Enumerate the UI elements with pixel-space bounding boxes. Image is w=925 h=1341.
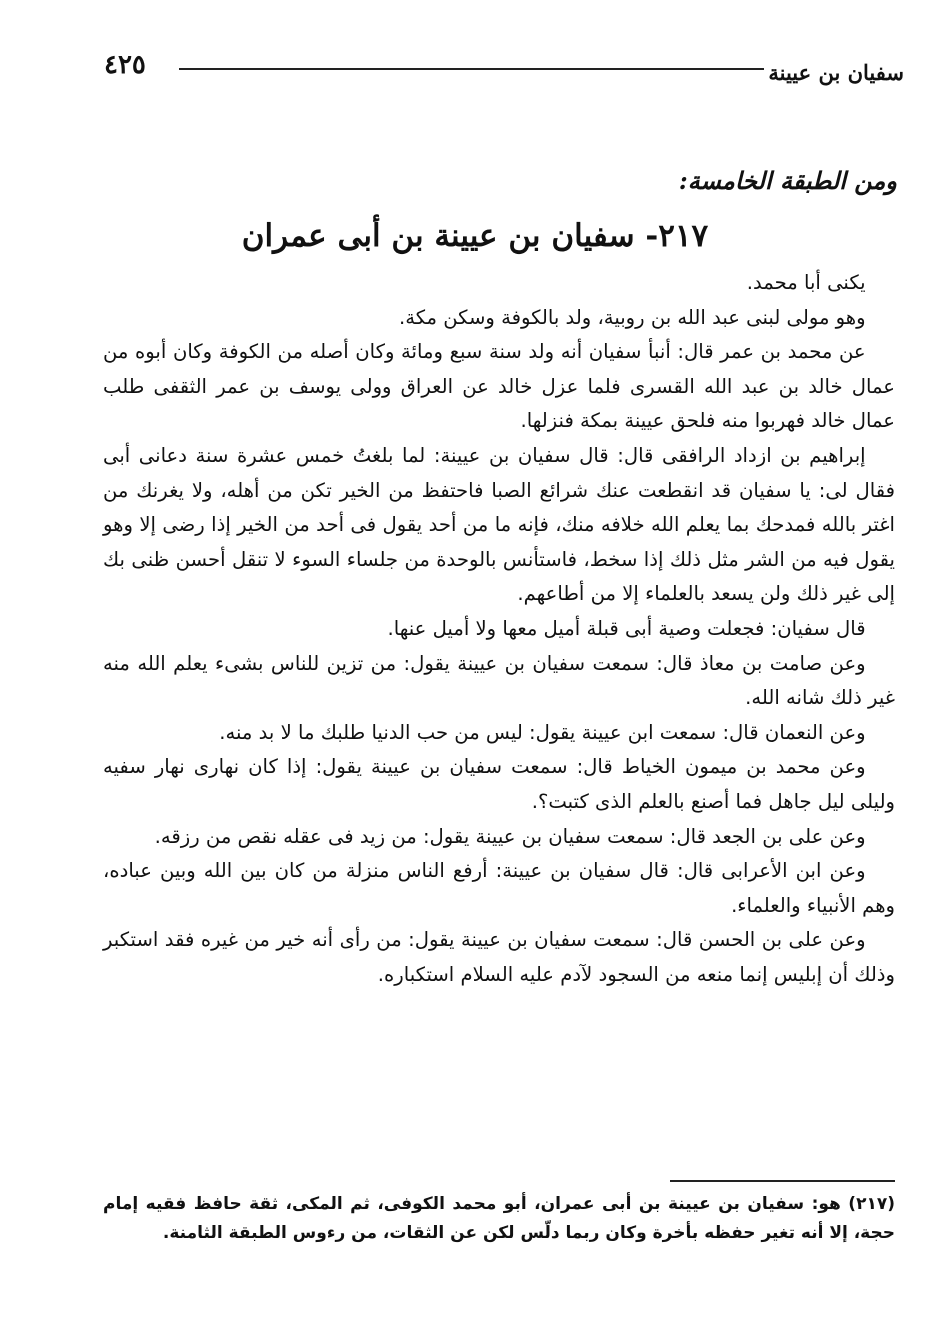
entry-title: ٢١٧- سفيان بن عيينة بن أبى عمران — [241, 218, 709, 254]
paragraph: إبراهيم بن ازداد الرافقى قال: قال سفيان بن عيينة: لما بلغتُ خمس عشرة سنة دعانى أبى فقال لى: يا سفيان قد انقطعت عنك شرائع الصبا فاحتفظ من الخير تكن من أهله، ولا يغرنك من اغتر بالله فمدحك بما يعلم الله خلافه منك، فإنه ما من أحد يقول فى أحد من الخير إذا رضى إلا وهو يقول فيه من الشر مثل ذلك إذا سخط، فاستأنس بالوحدة من جلساء السوء لا تنقل أحسن ظنى بك إلى غير ذلك ولن يسعد بالعلماء إلا من أطاعهم. — [103, 443, 895, 606]
paragraph: وعن النعمان قال: سمعت ابن عيينة يقول: ليس من حب الدنيا طلبك ما لا بد منه. — [219, 720, 866, 744]
paragraph: عن محمد بن عمر قال: أنبأ سفيان أنه ولد سنة سبع ومائة وكان أصله من الكوفة وكان أبوه من عمال خالد بن عبد الله القسرى فلما عزل خالد عن العراق وولى يوسف بن عمر الثقفى طلب عمال خالد فهربوا منه فلحق عيينة بمكة فنزلها. — [103, 340, 895, 433]
body-text — [103, 266, 895, 992]
running-title: سفيان بن عيينة — [768, 60, 904, 85]
header-rule — [179, 68, 764, 70]
paragraph: وعن على بن الجعد قال: سمعت سفيان بن عيينة يقول: من زيد فى عقله نقص من رزقه. — [154, 824, 866, 848]
paragraph: وعن ابن الأعرابى قال: قال سفيان بن عيينة: أرفع الناس منزلة من كان بين الله وبين عباده، وهم الأنبياء والعلماء. — [103, 859, 895, 917]
section-label: ومن الطبقة الخامسة: — [678, 166, 897, 195]
paragraph: يكنى أبا محمد. — [746, 271, 866, 294]
paragraph: وهو مولى لبنى عبد الله بن روبية، ولد بالكوفة وسكن مكة. — [398, 305, 866, 329]
paragraph: وعن صامت بن معاذ قال: سمعت سفيان بن عيينة يقول: من تزين للناس بشىء يعلم الله منه غير ذلك شانه الله. — [103, 651, 895, 710]
page-number: ٤٢٥ — [104, 50, 146, 80]
paragraph: قال سفيان: فجعلت وصية أبى قبلة أميل معها ولا أميل عنها. — [387, 616, 866, 640]
footnote-text: (٢١٧) هو: سفيان بن عيينة بن أبى عمران، أبو محمد الكوفى، ثم المكى، ثقة حافظ فقيه إمام حجة، إلا أنه تغير حفظه بأخرة وكان ربما دلّس لكن عن الثقات، من رءوس الطبقة الثامنة. — [103, 1194, 895, 1243]
footnote-rule — [670, 1180, 895, 1182]
footnote — [103, 1190, 895, 1248]
page-header — [104, 48, 904, 88]
paragraph: وعن على بن الحسن قال: سمعت سفيان بن عيينة يقول: من رأى أنه خير من غيره فقد استكبر وذلك أن إبليس إنما منعه من السجود لآدم عليه السلام استكباره. — [103, 928, 895, 986]
paragraph: وعن محمد بن ميمون الخياط قال: سمعت سفيان بن عيينة يقول: إذا كان نهارى نهار سفيه وليلى ليل جاهل فما أصنع بالعلم الذى كتبت؟. — [103, 755, 895, 813]
